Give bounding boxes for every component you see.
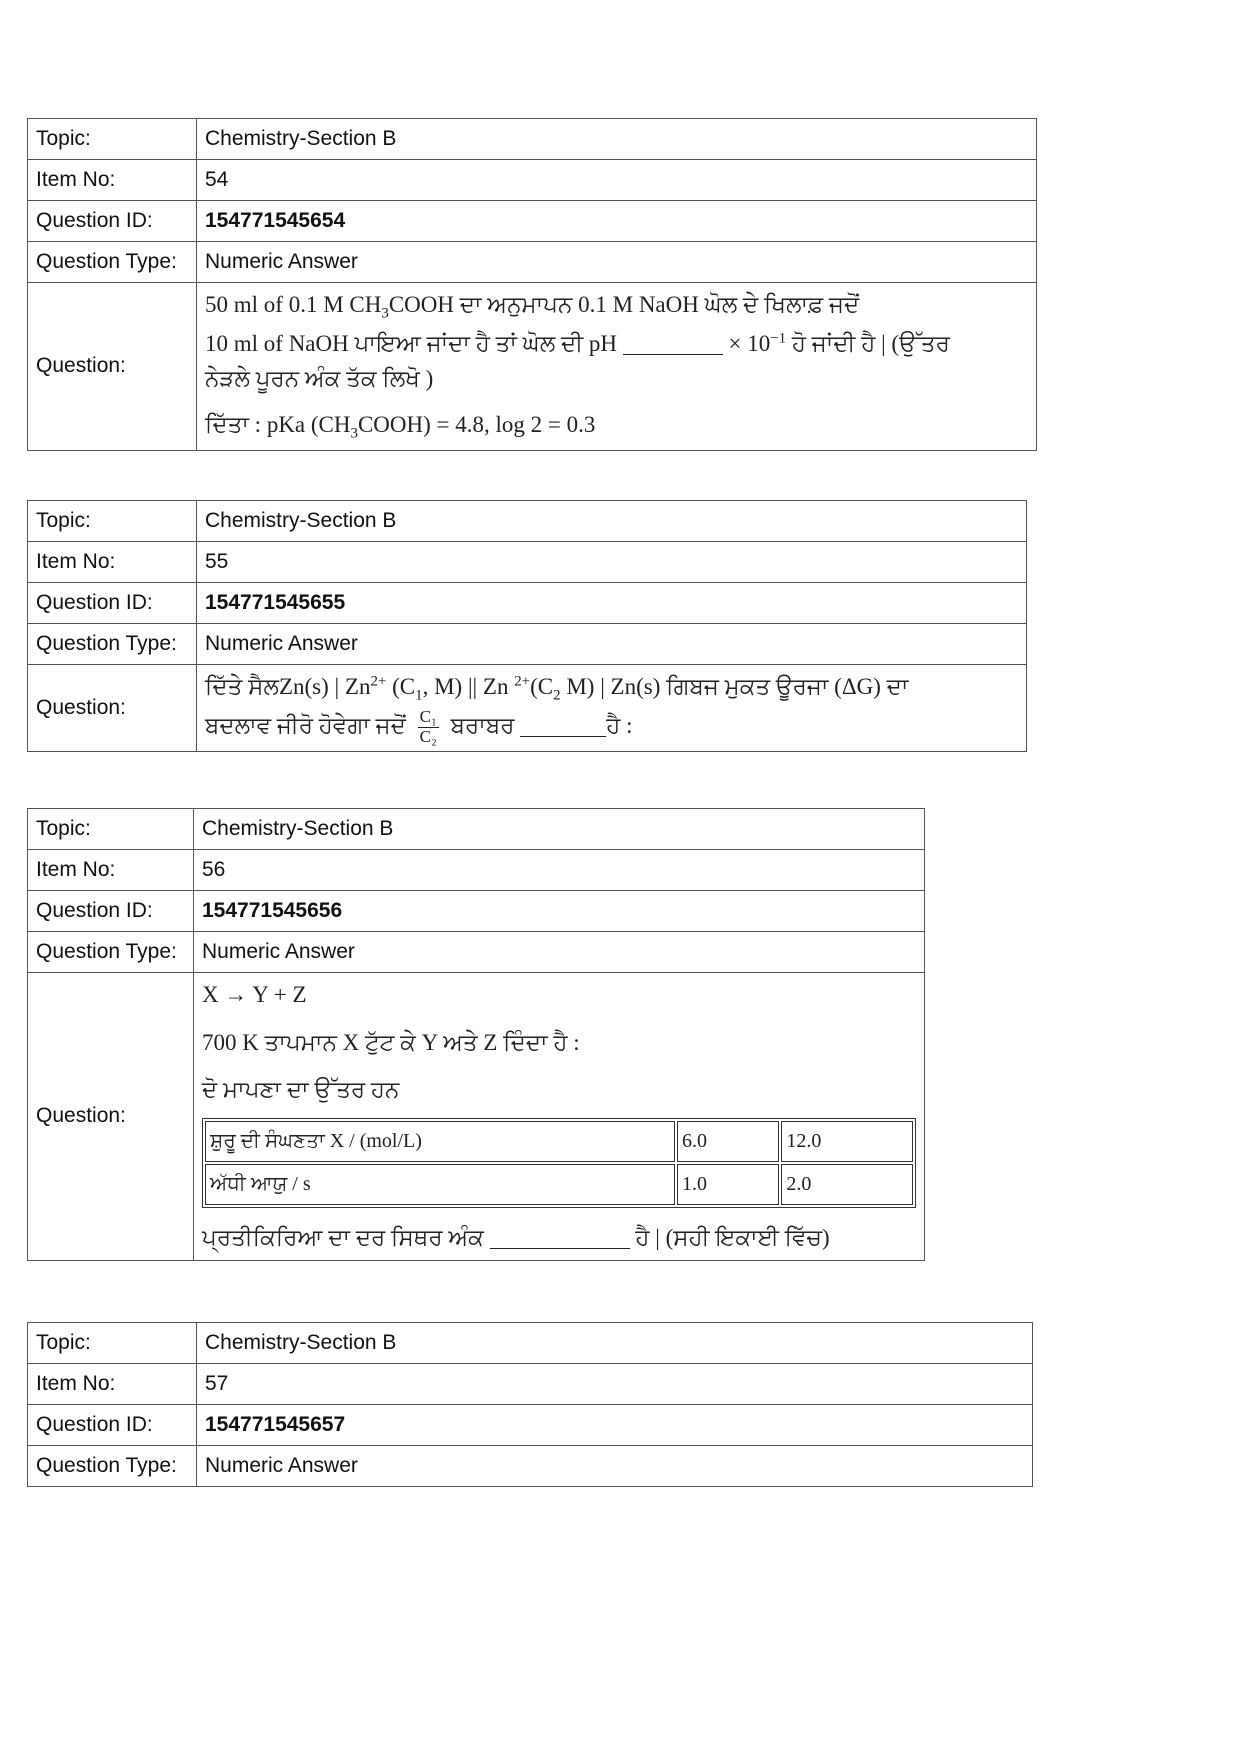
question-type-value: Numeric Answer (194, 932, 925, 973)
item-no-label: Item No: (28, 850, 194, 891)
item-no-label: Item No: (28, 542, 197, 583)
question-type-label: Question Type: (28, 1446, 197, 1487)
topic-label: Topic: (28, 809, 194, 850)
question-id-value (197, 201, 1037, 242)
question-type-row (28, 1446, 1033, 1487)
question-type-row (28, 242, 1037, 283)
kinetics-table (202, 1118, 916, 1208)
question-row (28, 973, 925, 1261)
item-no-value: 55 (197, 542, 1027, 583)
item-no-value: 56 (194, 850, 925, 891)
topic-value: Chemistry-Section B (197, 119, 1037, 160)
topic-value: Chemistry-Section B (194, 809, 925, 850)
table-row (205, 1121, 913, 1162)
item-no-row (28, 850, 925, 891)
answer-blank (623, 331, 723, 355)
table-row (205, 1164, 913, 1205)
question-type-row (28, 932, 925, 973)
topic-row (28, 809, 925, 850)
topic-label: Topic: (28, 501, 197, 542)
question-type-label: Question Type: (28, 932, 194, 973)
question-line: 700 K ਤਾਪਮਾਨ X ਟੁੱਟ ਕੇ Y ਅਤੇ Z ਦਿੰਦਾ ਹੈ : (202, 1029, 580, 1055)
topic-value: Chemistry-Section B (197, 501, 1027, 542)
item-no-row (28, 160, 1037, 201)
question-card-55 (27, 500, 1027, 752)
question-id-label: Question ID: (28, 891, 194, 932)
question-id-text: 154771545655 (205, 591, 346, 614)
question-id-row (28, 891, 925, 932)
question-id-value (197, 1405, 1033, 1446)
question-line: 10 ml of NaOH ਪਾਇਆ ਜਾਂਦਾ ਹੈ ਤਾਂ ਘੋਲ ਦੀ pH × $10^{-1}$ ਹੋ ਜਾਂਦੀ ਹੈ | (ਉੱਤਰ (205, 330, 950, 356)
answer-blank (520, 713, 606, 737)
question-type-label: Question Type: (28, 242, 197, 283)
question-line: ਦਿੱਤਾ : pKa $(CH_3COOH) = 4.8$, log 2 = 0.3 (205, 412, 596, 442)
item-no-label: Item No: (28, 1364, 197, 1405)
topic-row (28, 119, 1037, 160)
question-body (194, 973, 925, 1261)
question-type-value: Numeric Answer (197, 624, 1027, 665)
answer-blank (490, 1225, 630, 1249)
question-id-row (28, 1405, 1033, 1446)
table-cell: 2.0 (781, 1164, 913, 1205)
topic-row (28, 501, 1027, 542)
item-no-value: 57 (197, 1364, 1033, 1405)
question-row (28, 283, 1037, 451)
question-card-56 (27, 808, 925, 1261)
reaction-equation: X → Y + Z (202, 982, 307, 1007)
question-id-label: Question ID: (28, 1405, 197, 1446)
question-id-row (28, 583, 1027, 624)
item-no-row (28, 542, 1027, 583)
question-id-text: 154771545654 (205, 209, 346, 232)
question-type-row (28, 624, 1027, 665)
item-no-row (28, 1364, 1033, 1405)
question-card-54 (27, 118, 1037, 451)
question-id-row (28, 201, 1037, 242)
question-type-value: Numeric Answer (197, 1446, 1033, 1487)
table-cell: 6.0 (677, 1121, 779, 1162)
item-no-label: Item No: (28, 160, 197, 201)
question-row (28, 665, 1027, 752)
question-body (197, 283, 1037, 451)
question-id-value (197, 583, 1027, 624)
question-id-value (194, 891, 925, 932)
question-line: 50 ml of 0.1 M $CH_3COOH$ ਦਾ ਅਨੁਮਾਪਨ 0.1 M NaOH ਘੋਲ ਦੇ ਖਿਲਾਫ਼ ਜਦੋਂ (205, 292, 860, 322)
question-type-value: Numeric Answer (197, 242, 1037, 283)
question-body (197, 665, 1027, 752)
question-line: ਦੋ ਮਾਪਣਾ ਦਾ ਉੱਤਰ ਹਨ (202, 1077, 400, 1103)
table-cell: ਅੱਧੀ ਆਯੁ / s (205, 1164, 675, 1205)
topic-label: Topic: (28, 1323, 197, 1364)
question-line: ਬਦਲਾਵ ਜੀਰੋ ਹੋਵੇਗਾ ਜਦੋਂ $\frac{\text{C₁}}{\text{C₂}}$ ਬਰਾਬਰ ਹੈ : (205, 707, 633, 746)
question-id-label: Question ID: (28, 201, 197, 242)
question-id-label: Question ID: (28, 583, 197, 624)
table-cell: ਸ਼ੁਰੂ ਦੀ ਸੰਘਣਤਾ X / (mol/L) (205, 1121, 675, 1162)
table-cell: 12.0 (781, 1121, 913, 1162)
topic-value: Chemistry-Section B (197, 1323, 1033, 1364)
question-label: Question: (28, 283, 197, 451)
question-label: Question: (28, 665, 197, 752)
question-card-57 (27, 1322, 1033, 1487)
topic-row (28, 1323, 1033, 1364)
question-line: ਦਿੱਤੇ ਸੈਲZn(s) | $Zn^{2+}$ ($C_1$, M) || Zn $^{2+}(C_2$ M) | Zn(s) ਗਿਬਜ ਮੁਕਤ ਊਰਜਾ (ΔG) ਦਾ (205, 673, 909, 704)
question-line: ਨੇੜਲੇ ਪੂਰਨ ਅੰਕ ਤੱਕ ਲਿਖੋ ) (205, 366, 434, 392)
table-cell: 1.0 (677, 1164, 779, 1205)
question-id-text: 154771545656 (202, 899, 343, 922)
question-line: ਪ੍ਰਤੀਕਿਰਿਆ ਦਾ ਦਰ ਸਿਥਰ ਅੰਕ ਹੈ | (ਸਹੀ ਇਕਾਈ ਵਿੱਚ) (202, 1224, 830, 1250)
question-id-text: 154771545657 (205, 1413, 346, 1436)
item-no-value: 54 (197, 160, 1037, 201)
question-label: Question: (28, 973, 194, 1261)
ratio-fraction: $\frac{\text{C₁}}{\text{C₂}}$ (419, 707, 437, 746)
topic-label: Topic: (28, 119, 197, 160)
question-type-label: Question Type: (28, 624, 197, 665)
